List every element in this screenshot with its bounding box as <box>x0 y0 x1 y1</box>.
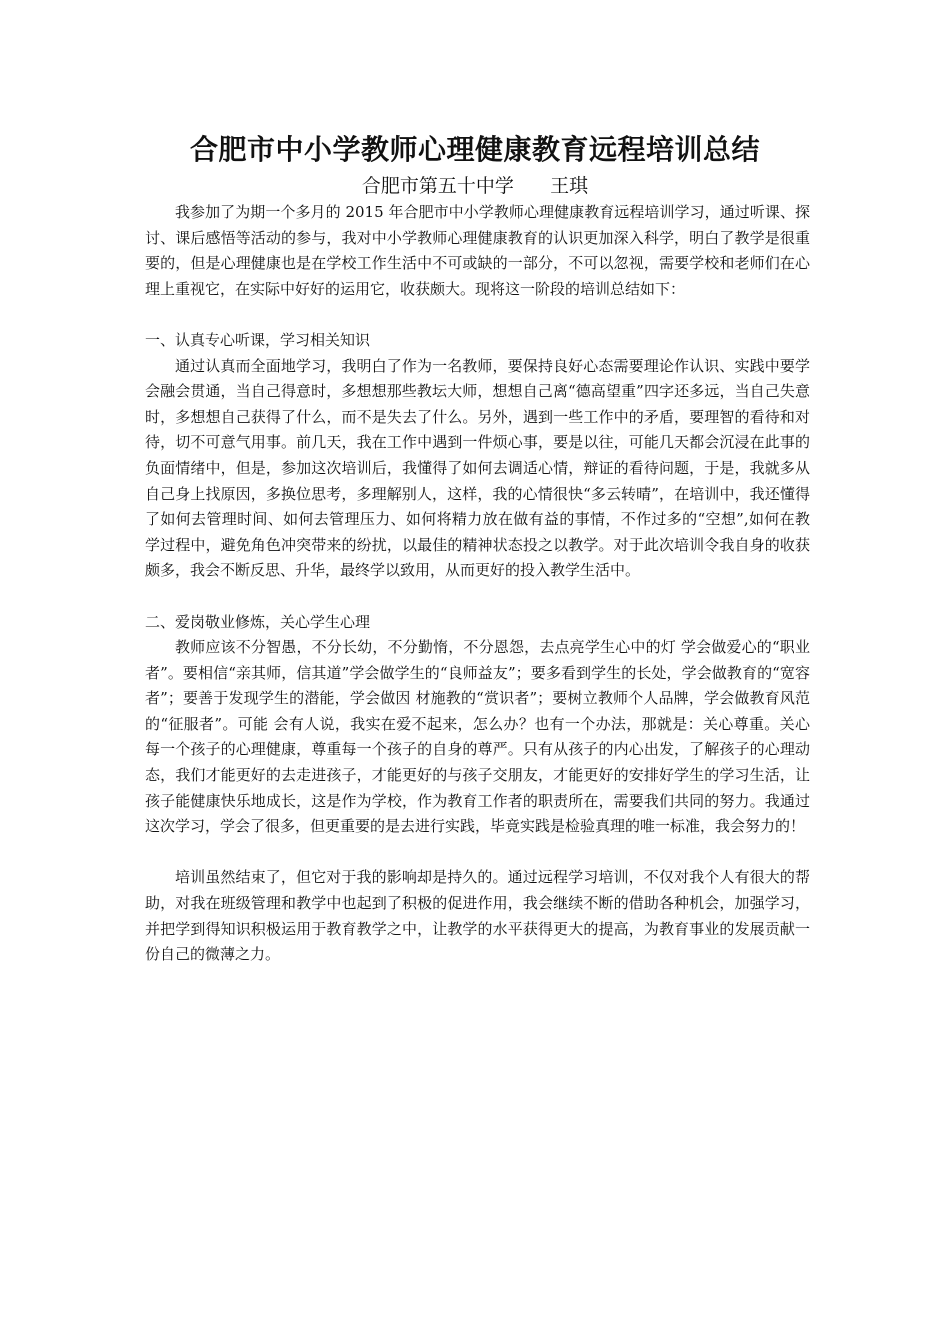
paragraph-spacer <box>145 584 810 610</box>
document-title: 合肥市中小学教师心理健康教育远程培训总结 <box>189 133 760 166</box>
paragraph-spacer <box>145 840 810 866</box>
intro-paragraph: 我参加了为期一个多月的 2015 年合肥市中小学教师心理健康教育远程培训学习，通过听课、探讨、课后感悟等活动的参与，我对中小学教师心理健康教育的认识更加深入科学，明白了教学是很重要的，但是心理健康也是在学校工作生活中不可或缺的一部分，不可以忽视，需要学校和老师们在心理上重视它，在实际中好好的运用它，收获颇大。现将这一阶段的培训总结如下： <box>145 203 810 298</box>
section-1-heading: 一、认真专心听课，学习相关知识 <box>145 330 371 349</box>
document-subtitle: 合肥市第五十中学 王琪 <box>361 175 589 197</box>
paragraph-spacer <box>145 302 810 328</box>
section-2-heading: 二、爱岗敬业修炼，关心学生心理 <box>145 612 371 631</box>
section-1-paragraph: 通过认真而全面地学习，我明白了作为一名教师，要保持良好心态需要理论作认识、实践中要学会融会贯通，当自己得意时，多想想那些教坛大师，想想自己离“德高望重”四字还多远，当自己失意时，多想想自己获得了什么，而不是失去了什么。另外，遇到一些工作中的矛盾，要理智的看待和对待，切不可意气用事。前几天，我在工作中遇到一件烦心事，要是以往，可能几天都会沉浸在此事的负面情绪中，但是，参加这次培训后，我懂得了如何去调适心情，辩证的看待问题，于是，我就多从自己身上找原因，多换位思考，多理解别人，这样，我的心情很快“多云转晴”，在培训中，我还懂得了如何去管理时间、如何去管理压力、如何将精力放在做有益的事情，不作过多的“空想”,如何在教学过程中，避免角色冲突带来的纷扰，以最佳的精神状态投之以教学。对于此次培训令我自身的收获颇多，我会不断反思、升华，最终学以致用，从而更好的投入教学生活中。 <box>145 356 810 580</box>
document-body <box>145 200 810 968</box>
section-2-paragraph: 教师应该不分智愚，不分长幼，不分勤惰，不分恩怨，去点亮学生心中的灯 学会做爱心的“职业者”。要相信“亲其师，信其道”学会做学生的“良师益友”；要多看到学生的长处，学会做教育的“宽容者”；要善于发现学生的潜能，学会做因 材施教的“赏识者”；要树立教师个人品牌，学会做教育风范的“征服者”。可能 会有人说，我实在爱不起来，怎么办？也有一个办法，那就是：关心尊重。关心每一个孩子的心理健康，尊重每一个孩子的自身的尊严。只有从孩子的内心出发，了解孩子的心理动态，我们才能更好的去走进孩子，才能更好的与孩子交朋友，才能更好的安排好学生的学习生活，让孩子能健康快乐地成长，这是作为学校，作为教育工作者的职责所在，需要我们共同的努力。我通过这次学习，学会了很多，但更重要的是去进行实践，毕竟实践是检验真理的唯一标准，我会努力的！ <box>145 638 810 836</box>
conclusion-paragraph: 培训虽然结束了，但它对于我的影响却是持久的。通过远程学习培训，不仅对我个人有很大的帮助，对我在班级管理和教学中也起到了积极的促进作用，我会继续不断的借助各种机会，加强学习，并把学到得知识积极运用于教育教学之中，让教学的水平获得更大的提高，为教育事业的发展贡献一份自己的微薄之力。 <box>145 868 810 964</box>
